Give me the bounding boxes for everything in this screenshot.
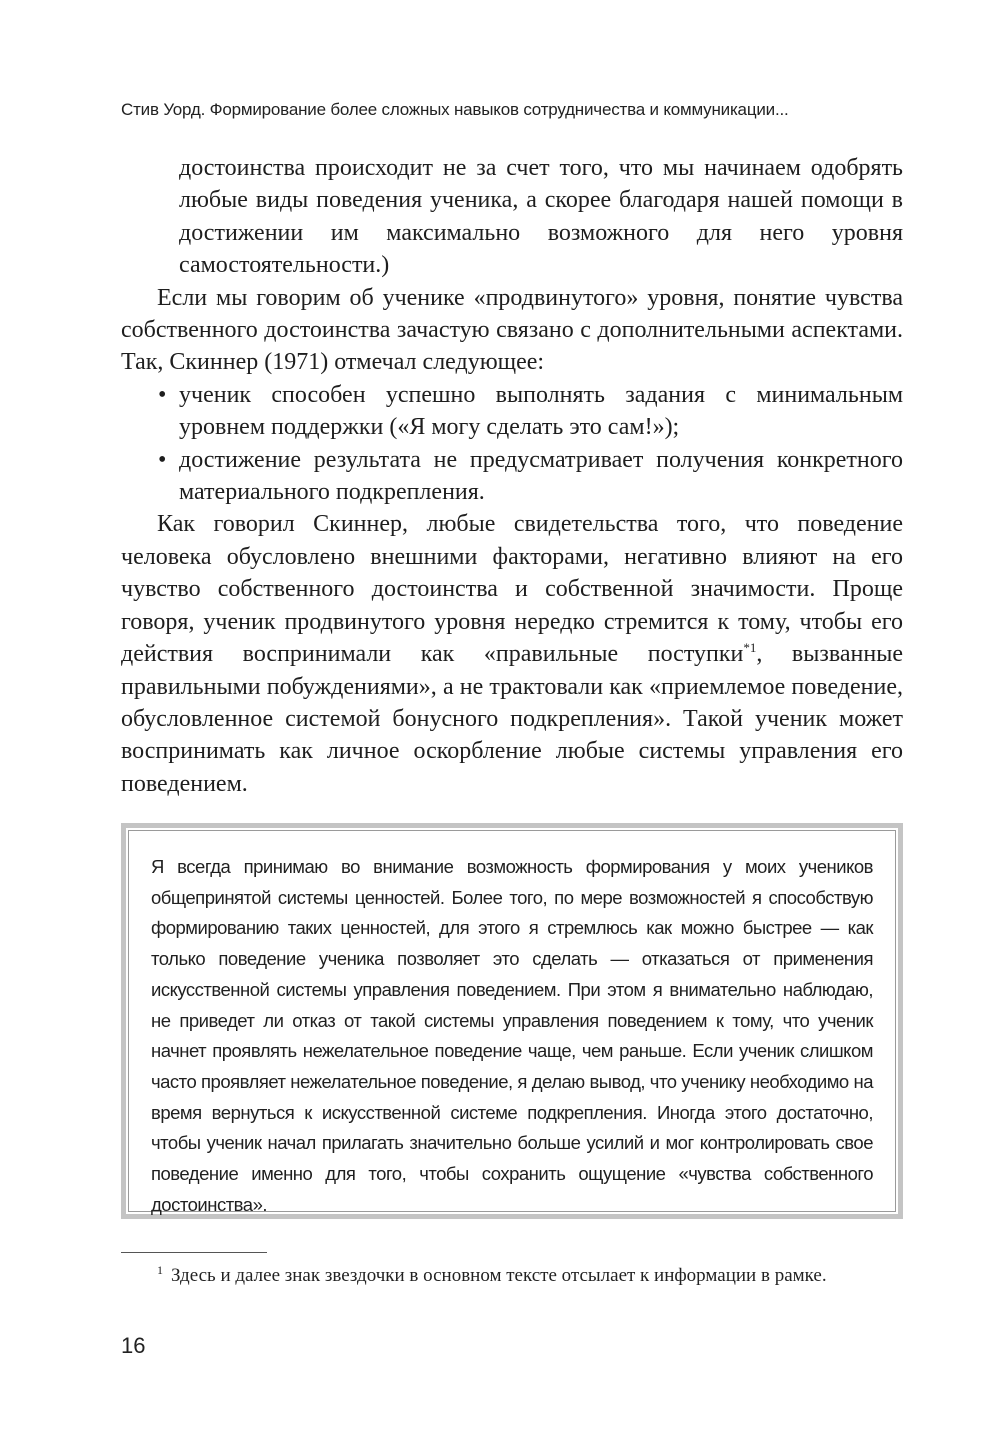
continuation-paragraph: достоинства происходит не за счет того, что мы начинаем одобрять любые виды поведения ученика, а скорее благодаря нашей помощи в достижении им максимально возможного для него уровня самостоятельности.) (179, 155, 903, 279)
footnote-reference-mark: *1 (743, 640, 757, 656)
bullet-item-text: достижение результата не предусматривает получения конкретного материального подкрепления. (179, 446, 903, 506)
sidebar-inner-frame (128, 830, 896, 1215)
footnote-text: Здесь и далее знак звездочки в основном тексте отсылает к информации в рамке. (171, 1265, 827, 1286)
main-text (121, 152, 903, 800)
footnote-divider (121, 1252, 267, 1253)
sidebar-frame (121, 823, 903, 1219)
page-number: 16 (121, 1333, 146, 1358)
bullet-item (121, 444, 903, 509)
footnote (121, 1262, 903, 1289)
footnote-mark: 1 (157, 1262, 163, 1277)
sidebar-text: Я всегда принимаю во внимание возможность формирования у моих учеников общепринятой системы ценностей. Более того, по мере возможностей я способствую формированию таких ценностей, для этого я стремлюсь как можно быстрее — как только поведение ученика позволяет это сделать — отказаться от применения искусственной системы управления поведением. При этом я внимательно наблюдаю, не приведет ли отказ от такой системы управления поведением к тому, что ученик начнет проявлять нежелательное поведение чаще, чем раньше. Если ученик слишком часто проявляет нежелательное поведение, я делаю вывод, что ученику необходимо на время вернуться к искусственной системе подкрепления. Иногда этого достаточно, чтобы ученик начал прилагать значительно больше усилий и мог контролировать свое поведение именно для того, чтобы сохранить ощущение «чувства собственного достоинства». (151, 856, 873, 1215)
bullet-list (121, 379, 903, 509)
paragraph-advanced-student: Если мы говорим об ученике «продвинутого» уровня, понятие чувства собственного достоинства зачастую связано с дополнительными аспектами. Так, Скиннер (1971) отмечал следующее: (121, 284, 903, 376)
bullet-item (121, 379, 903, 444)
running-head: Стив Уорд. Формирование более сложных навыков сотрудничества и коммуникации... (121, 100, 789, 119)
bullet-icon: • (158, 381, 167, 408)
paragraph-skinner-text: Как говорил Скиннер, любые свидетельства того, что поведение человека обусловлено внешними факторами, негативно влияют на его чувство собственного достоинства и собственной значимости. Проще говоря, ученик продвинутого уровня нередко стремится к тому, чтобы его действия воспринимали как «правильные поступки (121, 511, 903, 668)
paragraph-skinner (121, 508, 903, 800)
bullet-item-text: ученик способен успешно выполнять задания с минимальным уровнем поддержки («Я могу сделать это сам!»); (179, 381, 903, 441)
paragraph-skinner-text-rest: , вызванные правильными побуждениями», а не трактовали как «приемлемое поведение, обусловленное системой бонусного подкрепления». Такой ученик может воспринимать как личное оскорбление любые системы управления его поведением. (121, 641, 903, 797)
bullet-icon: • (158, 446, 167, 473)
